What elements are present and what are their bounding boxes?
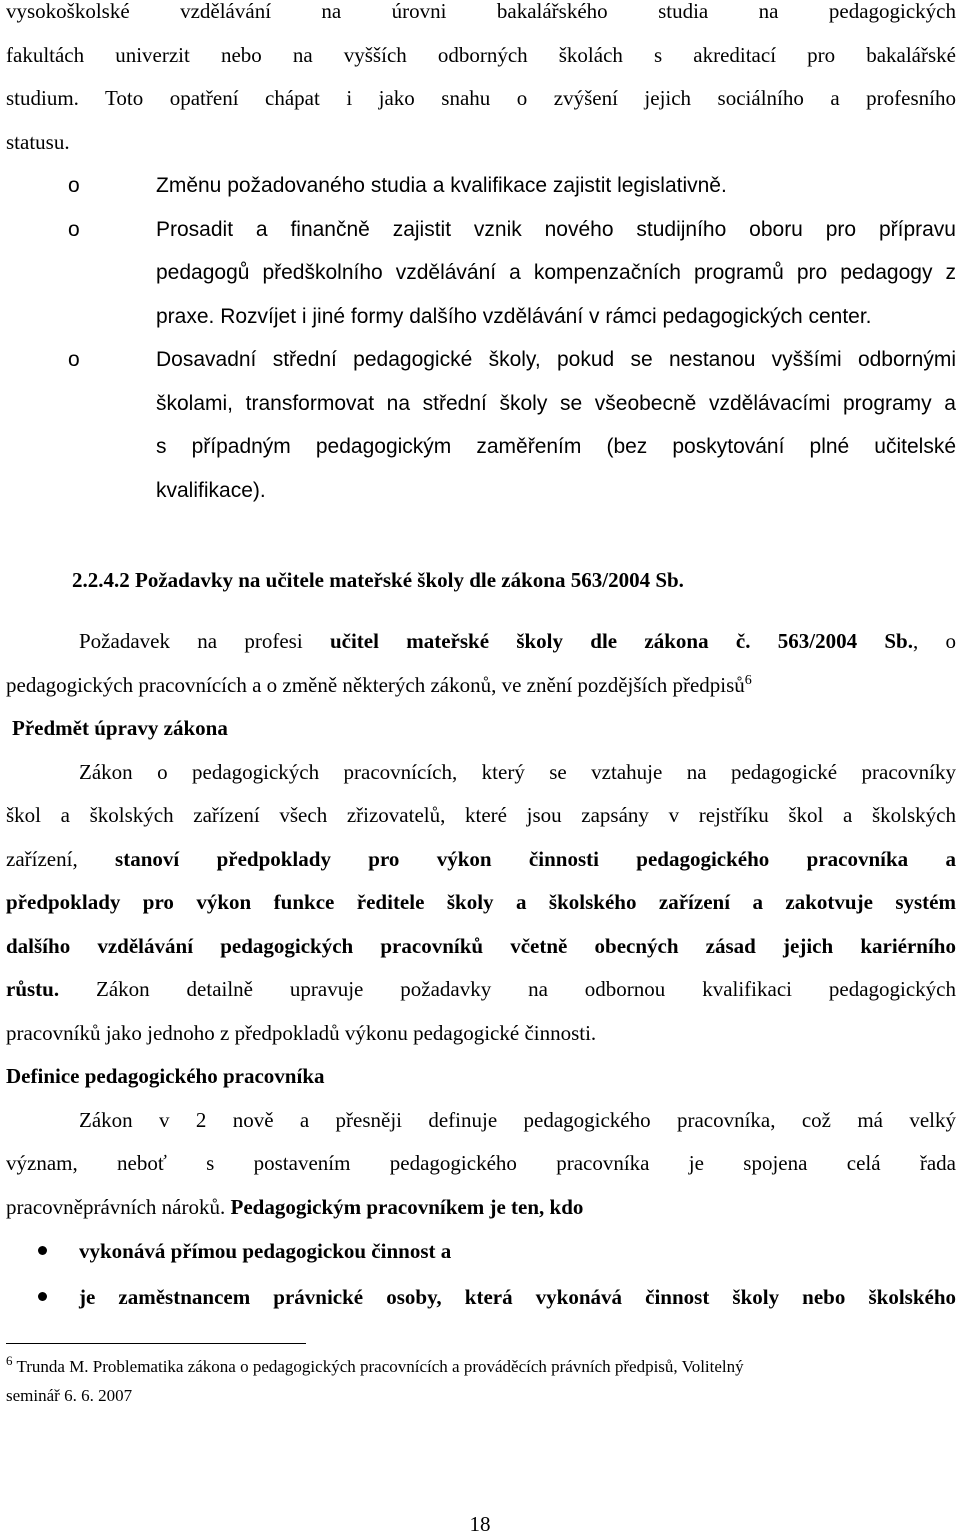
list-item bbox=[68, 338, 956, 512]
paragraph-line bbox=[6, 838, 956, 882]
section-heading: 2.2.4.2 Požadavky na učitele mateřské školy dle zákona 563/2004 Sb. bbox=[72, 568, 684, 592]
paragraph-text: Zákon v 2 nově a přesněji definuje pedagogického pracovníka, což má velký bbox=[79, 1107, 956, 1132]
paragraph-line bbox=[6, 751, 956, 795]
requirement-text: Požadavek na profesi bbox=[79, 629, 303, 653]
law-name: učitel mateřské školy dle zákona č. 563/2004 Sb. bbox=[329, 629, 913, 653]
emphasis-text: Pedagogickým pracovníkem je ten, kdo bbox=[230, 1194, 584, 1219]
footnote-line bbox=[6, 1352, 936, 1381]
law-section bbox=[6, 620, 956, 1229]
footnote bbox=[6, 1352, 936, 1410]
list-item bbox=[68, 208, 956, 339]
subheading: Definice pedagogického pracovníka bbox=[6, 1064, 325, 1088]
bullet-list bbox=[6, 1228, 956, 1320]
document-page bbox=[6, 0, 956, 512]
bullet-icon bbox=[38, 1292, 47, 1301]
paragraph-line: pracovníků jako jednoho z předpokladů výkonu pedagogické činnosti. bbox=[6, 1020, 597, 1045]
list-item-text: kvalifikace). bbox=[156, 478, 266, 502]
paragraph-line: předpoklady pro výkon funkce ředitele školy a školského zařízení a zakotvuje systém bbox=[6, 890, 956, 914]
footnote-divider bbox=[6, 1343, 306, 1344]
intro-line: vysokoškolské vzdělávání na úrovni bakalářského studia na pedagogických bbox=[6, 0, 956, 23]
bullet-text: vykonává přímou pedagogickou činnost a bbox=[79, 1239, 452, 1263]
intro-line: studium. Toto opatření chápat i jako snahu o zvýšení jejich sociálního a profesního bbox=[6, 86, 956, 110]
requirement-text-end: , o bbox=[912, 629, 957, 653]
paragraph-line bbox=[6, 620, 956, 664]
emphasis-text: stanoví předpoklady pro výkon činnosti pedagogického pracovníka a bbox=[115, 846, 956, 871]
recommendation-list bbox=[68, 164, 956, 512]
intro-paragraph bbox=[6, 0, 956, 164]
list-marker: o bbox=[68, 217, 80, 241]
paragraph-line: význam, neboť s postavením pedagogického pracovníka je spojena celá řada bbox=[6, 1151, 956, 1175]
bullet-icon bbox=[38, 1246, 47, 1255]
footnote-ref: 6 bbox=[744, 672, 752, 688]
list-item-text: Změnu požadovaného studia a kvalifikace zajistit legislativně. bbox=[156, 174, 727, 197]
paragraph-text: pracovněprávních nároků. bbox=[6, 1194, 226, 1219]
paragraph-line: škol a školských zařízení všech zřizovatelů, které jsou zapsány v rejstříku škol a školských bbox=[6, 803, 956, 827]
paragraph-line: dalšího vzdělávání pedagogických pracovníků včetně obecných zásad jejich kariérního bbox=[6, 933, 956, 958]
list-item-text: pedagogů předškolního vzdělávání a kompenzačních programů pro pedagogy z bbox=[156, 261, 956, 284]
bullet-item bbox=[6, 1274, 956, 1320]
paragraph-text: Zákon detailně upravuje požadavky na odbornou kvalifikaci pedagogických bbox=[96, 977, 956, 1001]
list-item bbox=[68, 164, 956, 208]
paragraph-line bbox=[6, 664, 956, 708]
list-item-text: Dosavadní střední pedagogické školy, pokud se nestanou vyššími odbornými bbox=[156, 348, 956, 371]
list-marker: o bbox=[68, 348, 80, 371]
footnote-text: Trunda M. Problematika zákona o pedagogických pracovnících a prováděcích právních předpisů, Volitelný bbox=[16, 1357, 744, 1376]
emphasis-text: růstu. bbox=[6, 977, 60, 1001]
paragraph-line bbox=[6, 1186, 956, 1230]
bullet-item bbox=[6, 1228, 956, 1274]
intro-line: statusu. bbox=[6, 129, 70, 154]
bullet-text: je zaměstnancem právnické osoby, která vykonává činnost školy nebo školského bbox=[79, 1285, 956, 1309]
paragraph-text: zařízení, bbox=[6, 846, 78, 871]
paragraph-line bbox=[6, 968, 956, 1012]
footnote-number: 6 bbox=[6, 1353, 13, 1368]
list-item-text: praxe. Rozvíjet i jiné formy dalšího vzdělávání v rámci pedagogických center. bbox=[156, 304, 872, 328]
subheading: Předmět úpravy zákona bbox=[12, 716, 228, 740]
list-marker: o bbox=[68, 174, 80, 197]
page-number: 18 bbox=[469, 1512, 491, 1536]
list-item-text: školami, transformovat na střední školy se všeobecně vzdělávacími programy a bbox=[156, 391, 956, 415]
intro-line: fakultách univerzit nebo na vyšších odborných školách s akreditací pro bakalářské bbox=[6, 42, 956, 67]
law-title: pedagogických pracovnících a o změně některých zákonů, ve znění pozdějších předpisů bbox=[6, 672, 745, 697]
list-item-text: s případným pedagogickým zaměřením (bez poskytování plné učitelské bbox=[156, 435, 956, 458]
paragraph-line bbox=[6, 1099, 956, 1143]
paragraph-text: Zákon o pedagogických pracovnících, který se vztahuje na pedagogické pracovníky bbox=[79, 759, 956, 784]
list-item-text: Prosadit a finančně zajistit vznik nového studijního oboru pro přípravu bbox=[156, 217, 956, 241]
footnote-line: seminář 6. 6. 2007 bbox=[6, 1386, 133, 1405]
